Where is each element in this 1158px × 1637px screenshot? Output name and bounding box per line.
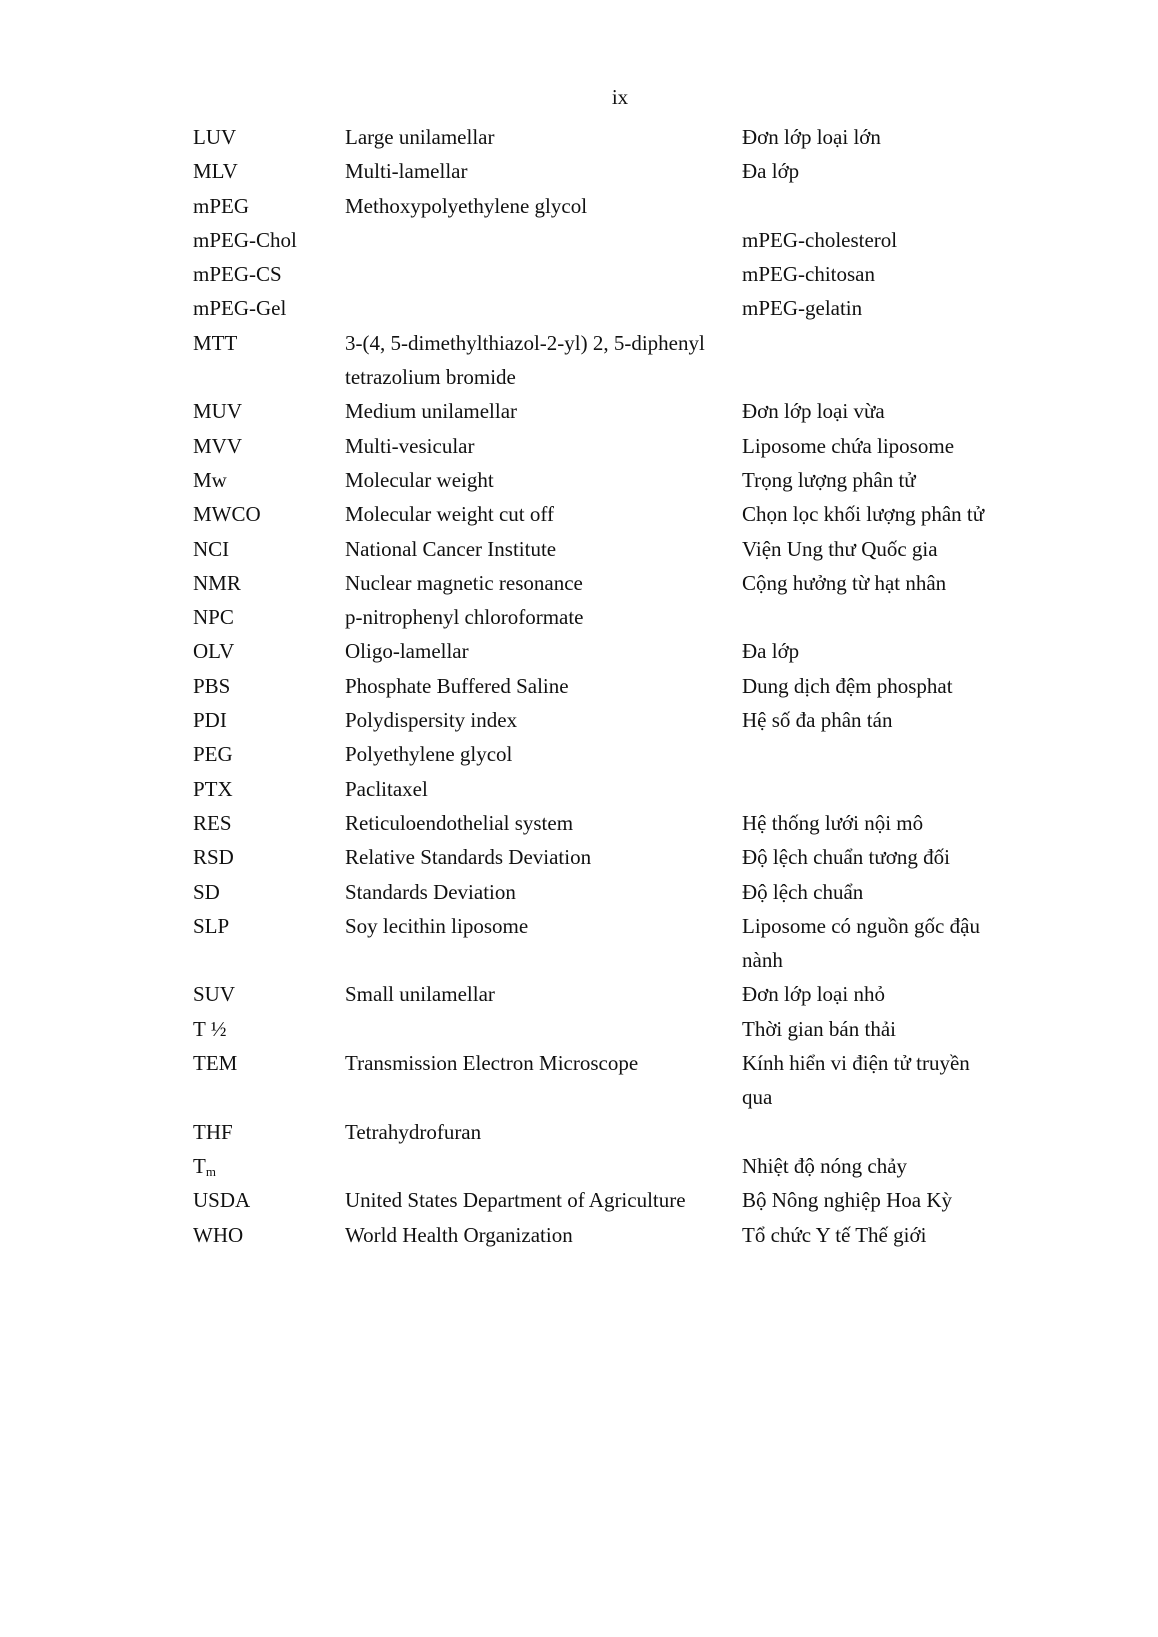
vietnamese-term <box>742 189 1002 223</box>
abbreviation: SUV <box>193 982 236 1007</box>
abbreviation-row <box>193 840 1053 874</box>
english-term: Molecular weight <box>345 467 494 492</box>
abbreviation: $T_m$ <box>193 1153 216 1179</box>
abbreviation: mPEG-CS <box>193 262 282 287</box>
abbreviation-row <box>193 257 1053 291</box>
abbreviation: TEM <box>193 1051 238 1076</box>
abbreviation: PTX <box>193 776 233 801</box>
english-term <box>345 257 742 291</box>
abbreviation-row <box>193 1115 1053 1149</box>
vietnamese-term: Dung dịch đệm phosphat <box>742 673 953 698</box>
vietnamese-term: mPEG-cholesterol <box>742 227 898 252</box>
english-term: Molecular weight cut off <box>345 502 554 527</box>
abbreviation-row <box>193 394 1053 428</box>
english-term: Nuclear magnetic resonance <box>345 570 583 595</box>
abbreviation-row <box>193 703 1053 737</box>
abbreviation: WHO <box>193 1222 244 1247</box>
abbreviation-row <box>193 875 1053 909</box>
abbreviation: PBS <box>193 673 231 698</box>
vietnamese-term: Kính hiển vi điện tử truyền qua <box>742 1051 970 1110</box>
abbreviation: SLP <box>193 913 230 938</box>
abbreviation: RES <box>193 810 232 835</box>
english-term: Polydispersity index <box>345 708 518 733</box>
vietnamese-term <box>742 600 1002 634</box>
abbreviation-row <box>193 566 1053 600</box>
abbreviation: Mw <box>193 467 227 492</box>
vietnamese-term: Viện Ung thư Quốc gia <box>742 536 938 561</box>
english-term: Tetrahydrofuran <box>345 1119 482 1144</box>
english-term: 3-(4, 5-dimethylthiazol-2-yl) 2, 5-diphenyl tetrazolium bromide <box>345 330 705 390</box>
abbreviation-list <box>193 120 1053 1252</box>
vietnamese-term: Bộ Nông nghiệp Hoa Kỳ <box>742 1188 952 1213</box>
english-term <box>345 291 742 325</box>
english-term: Standards Deviation <box>345 879 516 904</box>
vietnamese-term: Đa lớp <box>742 639 800 664</box>
abbreviation-row <box>193 189 1053 223</box>
english-term: World Health Organization <box>345 1222 573 1247</box>
abbreviation: LUV <box>193 125 237 149</box>
vietnamese-term: Tổ chức Y tế Thế giới <box>742 1222 927 1247</box>
english-term: Reticuloendothelial system <box>345 810 574 835</box>
english-term <box>345 1012 742 1046</box>
abbreviation: MUV <box>193 399 243 424</box>
vietnamese-term <box>742 737 1002 771</box>
vietnamese-term: Đơn lớp loại vừa <box>742 399 885 424</box>
abbreviation-row <box>193 1183 1053 1217</box>
english-term: Medium unilamellar <box>345 399 518 424</box>
abbreviation-row <box>193 223 1053 257</box>
vietnamese-term: Đơn lớp loại lớn <box>742 125 881 149</box>
abbreviation-row <box>193 463 1053 497</box>
english-term: Phosphate Buffered Saline <box>345 673 569 698</box>
vietnamese-term <box>742 326 1002 395</box>
vietnamese-term: Độ lệch chuẩn <box>742 879 864 904</box>
abbreviation: MVV <box>193 433 243 458</box>
english-term <box>345 1149 742 1183</box>
abbreviation-row <box>193 120 1053 154</box>
english-term: National Cancer Institute <box>345 536 557 561</box>
abbreviation: mPEG-Gel <box>193 296 287 321</box>
abbreviation-row <box>193 772 1053 806</box>
abbreviation-row <box>193 532 1053 566</box>
vietnamese-term <box>742 772 1002 806</box>
abbreviation: MLV <box>193 159 238 184</box>
english-term: United States Department of Agriculture <box>345 1188 686 1213</box>
vietnamese-term: Liposome chứa liposome <box>742 433 955 458</box>
english-term <box>345 223 742 257</box>
abbreviation: MWCO <box>193 502 261 527</box>
abbreviation-row <box>193 806 1053 840</box>
abbreviation-row <box>193 429 1053 463</box>
abbreviation-row <box>193 909 1053 978</box>
abbreviation-row <box>193 326 1053 395</box>
abbreviation: USDA <box>193 1188 251 1213</box>
abbreviation-row <box>193 669 1053 703</box>
abbreviation: NMR <box>193 570 241 595</box>
abbreviation-row <box>193 1149 1053 1183</box>
vietnamese-term <box>742 1115 1002 1149</box>
abbreviation-row <box>193 600 1053 634</box>
abbreviation: mPEG <box>193 193 250 218</box>
abbreviation-row <box>193 737 1053 771</box>
abbreviation: NCI <box>193 536 230 561</box>
english-term: Relative Standards Deviation <box>345 845 592 870</box>
english-term: Small unilamellar <box>345 982 495 1007</box>
vietnamese-term: Chọn lọc khối lượng phân tử <box>742 502 985 527</box>
vietnamese-term: Nhiệt độ nóng chảy <box>742 1153 908 1178</box>
vietnamese-term: Cộng hưởng từ hạt nhân <box>742 570 947 595</box>
abbreviation: PDI <box>193 708 227 733</box>
english-term: Large unilamellar <box>345 125 495 149</box>
english-term: Methoxypolyethylene glycol <box>345 193 588 218</box>
page-number: ix <box>611 85 629 109</box>
vietnamese-term: Hệ thống lưới nội mô <box>742 810 924 835</box>
abbreviation-row <box>193 291 1053 325</box>
abbreviation: OLV <box>193 639 235 664</box>
abbreviation-row <box>193 154 1053 188</box>
english-term: Polyethylene glycol <box>345 742 513 767</box>
vietnamese-term: Hệ số đa phân tán <box>742 708 893 733</box>
english-term: Oligo-lamellar <box>345 639 469 664</box>
abbreviation: MTT <box>193 330 238 355</box>
abbreviation: T ½ <box>193 1016 227 1041</box>
english-term: Paclitaxel <box>345 776 428 801</box>
subscript: m <box>205 1163 216 1179</box>
abbreviation: mPEG-Chol <box>193 227 297 252</box>
english-term: p-nitrophenyl chloroformate <box>345 605 584 630</box>
abbreviation-row <box>193 1218 1053 1252</box>
abbreviation-row <box>193 1046 1053 1115</box>
english-term: Transmission Electron Microscope <box>345 1051 639 1076</box>
vietnamese-term: Liposome có nguồn gốc đậu nành <box>742 913 980 973</box>
abbreviation-row <box>193 497 1053 531</box>
abbreviation: RSD <box>193 845 234 870</box>
english-term: Soy lecithin liposome <box>345 913 529 938</box>
abbreviation: PEG <box>193 742 233 767</box>
vietnamese-term: Đa lớp <box>742 159 800 184</box>
abbreviation: THF <box>193 1119 233 1144</box>
abbreviation: SD <box>193 879 220 904</box>
vietnamese-term: Độ lệch chuẩn tương đối <box>742 845 950 870</box>
vietnamese-term: mPEG-gelatin <box>742 296 863 321</box>
vietnamese-term: mPEG-chitosan <box>742 262 875 287</box>
english-term: Multi-vesicular <box>345 433 475 458</box>
abbreviation-row <box>193 977 1053 1011</box>
english-term: Multi-lamellar <box>345 159 468 184</box>
abbreviation-row <box>193 1012 1053 1046</box>
vietnamese-term: Trọng lượng phân tử <box>742 467 916 492</box>
abbreviation-row <box>193 634 1053 668</box>
vietnamese-term: Đơn lớp loại nhỏ <box>742 982 885 1007</box>
abbreviation: NPC <box>193 605 234 630</box>
vietnamese-term: Thời gian bán thải <box>742 1016 896 1041</box>
